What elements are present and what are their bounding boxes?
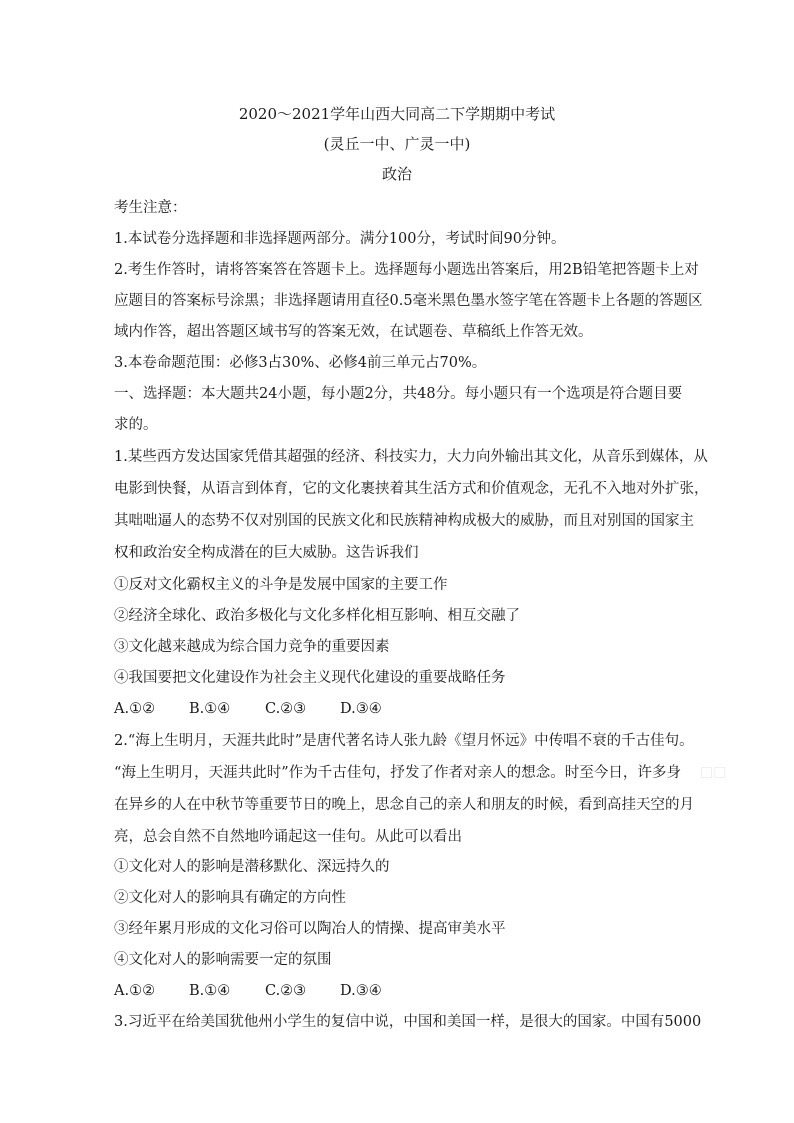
question-2-option-d: D.③④ (340, 983, 382, 999)
section-heading-line-1: 一、选择题：本大题共24小题，每小题2分，共48分。每小题只有一个选项是符合题目要 (114, 386, 683, 402)
question-2-stem-line-4: 亮，总会自然不自然地吟诵起这一佳句。从此可以看出 (114, 829, 462, 845)
question-1-stem-line-1: 1.某些西方发达国家凭借其超强的经济、科技实力，大力向外输出其文化，从音乐到媒体，从 (114, 449, 708, 465)
question-2-option-c: C.②③ (265, 983, 307, 999)
faint-watermark: □□ (700, 764, 727, 780)
notice-item-3: 3.本卷命题范围：必修3占30%、必修4前三单元占70%。 (114, 355, 487, 371)
question-1-stem-line-3: 其咄咄逼人的态势不仅对别国的民族文化和民族精神构成极大的威胁，而且对别国的国家主 (114, 513, 694, 529)
question-1-statement-2: ②经济全球化、政治多极化与文化多样化相互影响、相互交融了 (114, 608, 520, 624)
question-2-option-a: A.①② (114, 983, 156, 999)
exam-subject: 政治 (381, 165, 412, 183)
question-2-statement-3: ③经年累月形成的文化习俗可以陶冶人的情操、提高审美水平 (114, 921, 506, 937)
question-2-statement-2: ②文化对人的影响具有确定的方向性 (114, 890, 346, 906)
question-1-stem-line-4: 权和政治安全构成潜在的巨大威胁。这告诉我们 (114, 545, 419, 561)
notice-item-1: 1.本试卷分选择题和非选择题两部分。满分100分，考试时间90分钟。 (114, 231, 566, 247)
notice-item-2-line-1: 2.考生作答时，请将答案答在答题卡上。选择题每小题选出答案后，用2B铅笔把答题卡上对 (114, 262, 699, 278)
notice-item-2-line-3: 域内作答，超出答题区域书写的答案无效，在试题卷、草稿纸上作答无效。 (114, 324, 593, 340)
question-2-stem-line-3: 在异乡的人在中秋节等重要节日的晚上，思念自己的亲人和朋友的时候，看到高挂天空的月 (114, 797, 694, 813)
question-1-option-d: D.③④ (340, 701, 382, 717)
question-1-statement-4: ④我国要把文化建设作为社会主义现代化建设的重要战略任务 (114, 670, 506, 686)
exam-schools: (灵丘一中、广灵一中) (323, 135, 471, 153)
question-3-stem-line-1: 3.习近平在给美国犹他州小学生的复信中说，中国和美国一样，是很大的国家。中国有5000 (114, 1014, 702, 1030)
question-1-stem-line-2: 电影到快餐，从语言到体育，它的文化裹挟着其生活方式和价值观念，无孔不入地对外扩张， (114, 481, 709, 497)
question-1-option-c: C.②③ (265, 701, 307, 717)
exam-title: 2020～2021学年山西大同高二下学期期中考试 (238, 105, 556, 123)
notice-item-2-line-2: 应题目的答案标号涂黑；非选择题请用直径0.5毫米黑色墨水签字笔在答题卡上各题的答题区 (114, 293, 703, 309)
question-2-statement-1: ①文化对人的影响是潜移默化、深远持久的 (114, 859, 390, 875)
question-2-statement-4: ④文化对人的影响需要一定的氛围 (114, 952, 332, 968)
question-1-option-a: A.①② (114, 701, 156, 717)
question-1-statement-3: ③文化越来越成为综合国力竞争的重要因素 (114, 639, 390, 655)
question-2-option-b: B.①④ (189, 983, 231, 999)
section-heading-line-2: 求的。 (114, 417, 158, 433)
question-1-option-b: B.①④ (189, 701, 231, 717)
notice-heading: 考生注意： (114, 200, 187, 216)
question-2-stem-line-1: 2.“海上生明月，天涯共此时”是唐代著名诗人张九龄《望月怀远》中传唱不衰的千古佳句。 (114, 733, 694, 749)
question-2-stem-line-2: “海上生明月，天涯共此时”作为千古佳句，抒发了作者对亲人的想念。时至今日，许多身 (114, 765, 681, 781)
question-1-statement-1: ①反对文化霸权主义的斗争是发展中国家的主要工作 (114, 577, 448, 593)
